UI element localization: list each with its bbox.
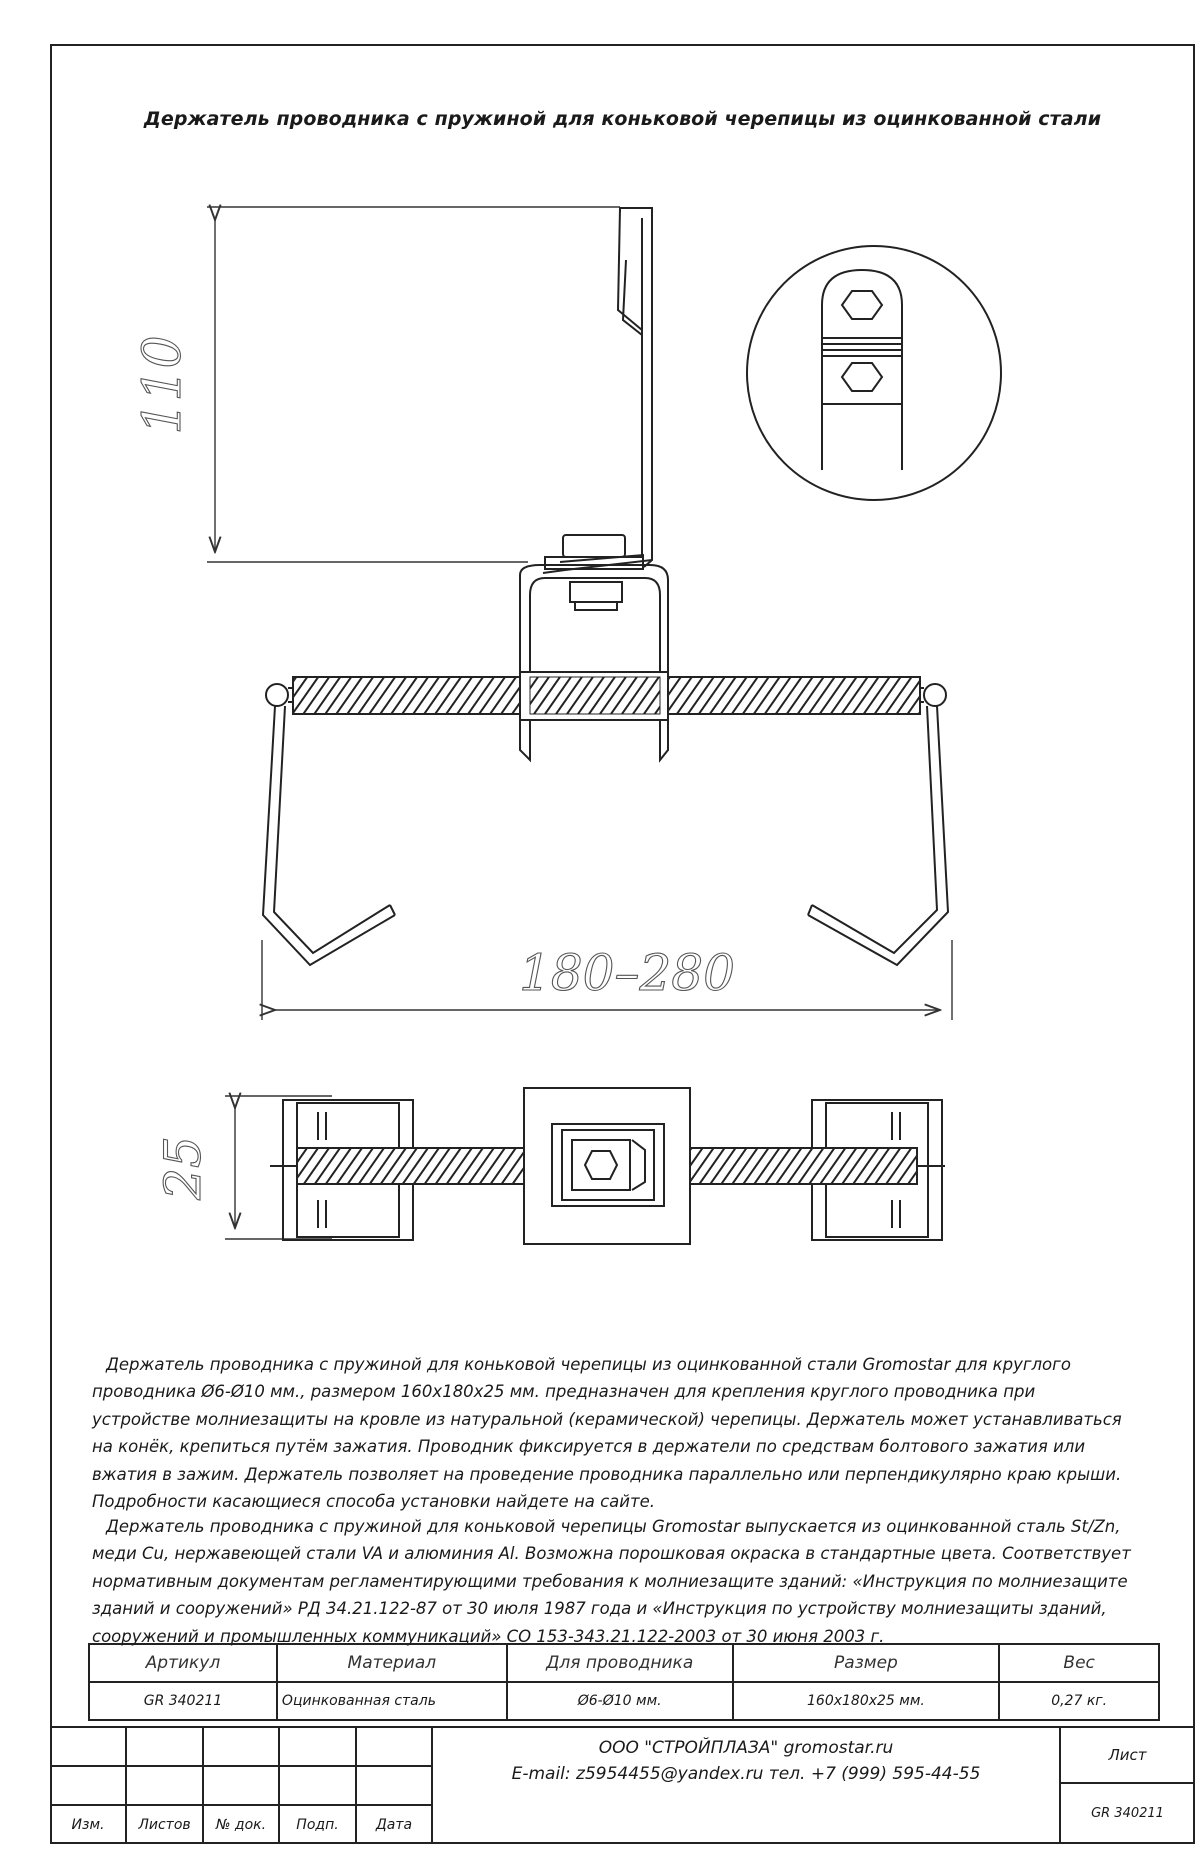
sheet-label: Лист: [1108, 1746, 1147, 1764]
thickness-label: 25: [154, 1136, 212, 1200]
page-title: Держатель проводника с пружиной для коньковой черепицы из оцинкованной стали: [143, 108, 1102, 130]
company-contacts: E-mail: z5954455@yandex.ru тел. +7 (999) 595-44-55: [511, 1764, 981, 1784]
width-label: 180–280: [519, 944, 735, 1002]
spec-value-article: GR 340211: [89, 1682, 277, 1720]
spec-header-material: Материал: [277, 1644, 507, 1682]
spec-value-weight: 0,27 кг.: [999, 1682, 1159, 1720]
sheet-code: GR 340211: [1091, 1806, 1164, 1821]
company-name-site: ООО "СТРОЙПЛАЗА" gromostar.ru: [598, 1738, 894, 1758]
spec-header-conductor: Для проводника: [507, 1644, 733, 1682]
company-info: [432, 1735, 1060, 1787]
stamp-label-change: Изм.: [71, 1816, 105, 1833]
stamp-label-date: Дата: [375, 1816, 413, 1833]
stamp-label-doc-number: № док.: [215, 1816, 267, 1833]
spec-header-size: Размер: [733, 1644, 1000, 1682]
height-label: 110: [133, 335, 193, 435]
description-paragraph-1: Держатель проводника с пружиной для коньковой черепицы из оцинкованной стали Gromostar для круглого проводника Ø6-Ø10 мм., размером 160х180х25 мм. предназначен для крепления круглого проводника при устройстве молниезащиты на кровле из натуральной (керамической) черепицы. Держатель может устанавливаться на конёк, крепиться путём зажатия. Проводник фиксируется в держатели по средствам болтового зажатия или вжатия в зажим. Держатель позволяет на проведение проводника параллельно или перпендикулярно краю крыши. Подробности касающиеся способа установки найдете на сайте.: [92, 1354, 1122, 1511]
stamp-label-sheets: Листов: [138, 1816, 191, 1833]
spec-header-article: Артикул: [89, 1644, 277, 1682]
spec-value-material: Оцинкованная сталь: [277, 1682, 507, 1720]
spec-value-conductor: Ø6-Ø10 мм.: [507, 1682, 733, 1720]
spec-value-size: 160х180х25 мм.: [733, 1682, 1000, 1720]
spec-header-weight: Вес: [999, 1644, 1159, 1682]
stamp-label-signature: Подп.: [296, 1816, 339, 1833]
description-paragraph-2: Держатель проводника с пружиной для коньковой черепицы Gromostar выпускается из оцинкованной сталь St/Zn, меди Cu, нержавеющей стали VA и алюминия Al. Возможна порошковая окраска в стандартные цвета. Соответствует нормативным документам регламентирующими требования к молниезащите зданий: «Инструкция по молниезащите зданий и сооружений» РД 34.21.122-87 от 30 июля 1987 года и «Инструкция по устройству молниезащиты зданий, сооружений и промышленных коммуникаций» СО 153-343.21.122-2003 от 30 июня 2003 г.: [92, 1516, 1131, 1646]
